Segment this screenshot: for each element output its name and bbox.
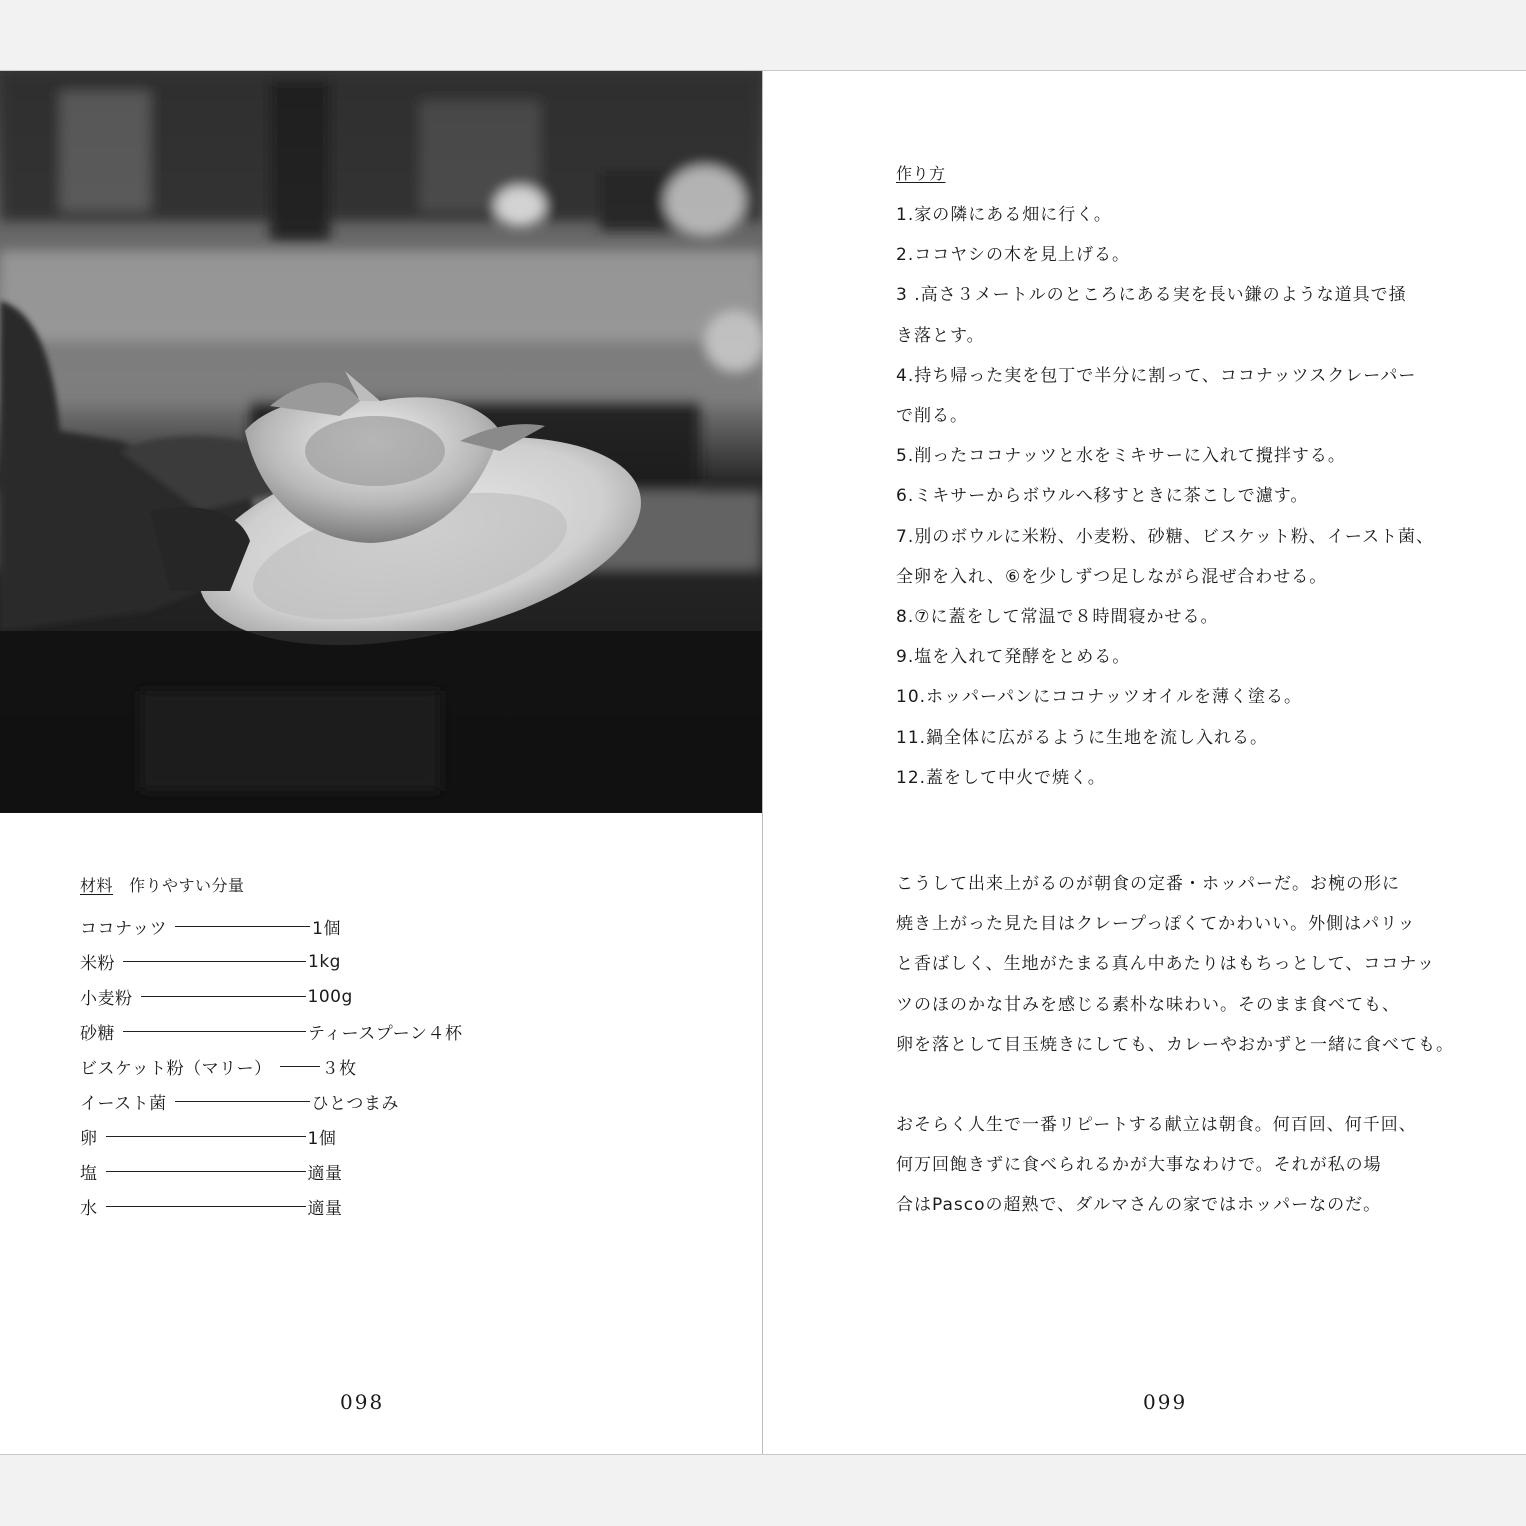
step-line: 6.ミキサーからボウルへ移すときに茶こしで濾す。 [896, 486, 1309, 507]
leader-line [175, 1101, 310, 1102]
step-line: 10.ホッパーパンにココナッツオイルを薄く塗る。 [896, 687, 1302, 708]
leader-line [123, 961, 306, 962]
ingredient-name: 砂糖 [80, 1024, 115, 1044]
ingredient-row [80, 909, 500, 944]
body-paragraph-2 [896, 1105, 1456, 1226]
ingredient-amount: 適量 [307, 1199, 343, 1219]
page-number-left: 098 [340, 1390, 385, 1414]
ingredient-row [80, 1154, 500, 1189]
paragraph-line: 焼き上がった見た目はクレープっぽくてかわいい。外側はパリッ [896, 914, 1416, 935]
hopper-photo [0, 71, 762, 813]
ingredient-amount: 1個 [307, 1129, 337, 1149]
leader-line [141, 996, 306, 997]
ingredient-amount: 適量 [307, 1164, 343, 1184]
ingredient-name: 卵 [80, 1129, 98, 1149]
step-line: 8.⑦に蓋をして常温で８時間寝かせる。 [896, 607, 1219, 628]
ingredient-amount: ひとつまみ [311, 1094, 399, 1114]
step-line: 2.ココヤシの木を見上げる。 [896, 245, 1131, 266]
right-page [763, 71, 1526, 1454]
ingredients-heading [80, 873, 245, 896]
ingredient-amount: 1kg [308, 951, 341, 972]
step-line: 全卵を入れ、⑥を少しずつ足しながら混ぜ合わせる。 [896, 566, 1328, 587]
step-line: 5.削ったココナッツと水をミキサーに入れて攪拌する。 [896, 446, 1346, 467]
leader-line [106, 1171, 306, 1172]
ingredient-row [80, 944, 500, 979]
ingredient-name: 米粉 [80, 954, 115, 974]
step-line: 9.塩を入れて発酵をとめる。 [896, 647, 1131, 668]
ingredient-row [80, 1084, 500, 1119]
ingredient-row [80, 1189, 500, 1224]
step-line: 1.家の隣にある畑に行く。 [896, 205, 1112, 225]
paragraph-line: ツのほのかな甘みを感じる素朴な味わい。そのまま食べても、 [896, 994, 1400, 1015]
leader-line [106, 1206, 306, 1207]
paragraph-line: 卵を落として目玉焼きにしても、カレーやおかずと一緒に食べても。 [896, 1034, 1454, 1055]
paragraph-line: 何万回飽きずに食べられるかが大事なわけで。それが私の場 [896, 1155, 1382, 1176]
leader-line [175, 926, 310, 927]
leader-line [280, 1066, 320, 1067]
ingredient-name: ココナッツ [80, 919, 168, 939]
ingredient-amount: ３枚 [321, 1059, 357, 1079]
ingredient-amount: ティースプーン４杯 [308, 1024, 463, 1044]
ingredients-subtitle: 作りやすい分量 [129, 876, 245, 895]
book-spread [0, 70, 1526, 1455]
ingredient-amount: 100g [307, 986, 353, 1007]
paragraph-line: と香ばしく、生地がたまる真ん中あたりはもちっとして、ココナッ [896, 954, 1435, 975]
leader-line [123, 1031, 306, 1032]
step-line: 11.鍋全体に広がるように生地を流し入れる。 [896, 727, 1269, 748]
ingredient-name: ビスケット粉（マリー） [80, 1059, 272, 1079]
ingredients-title: 材料 [80, 876, 114, 895]
body-paragraph-1 [896, 864, 1456, 1065]
ingredient-row [80, 1049, 500, 1084]
paragraph-line: 合はPascoの超熟で、ダルマさんの家ではホッパーなのだ。 [896, 1195, 1382, 1216]
step-line: 12.蓋をして中火で焼く。 [896, 767, 1106, 788]
leader-line [106, 1136, 306, 1137]
step-line: 4.持ち帰った実を包丁で半分に割って、ココナッツスクレーパー [896, 365, 1417, 386]
left-page [0, 71, 762, 1454]
ingredient-row [80, 1014, 500, 1049]
paragraph-line: おそらく人生で一番リピートする献立は朝食。何百回、何千回、 [896, 1115, 1417, 1135]
ingredient-row [80, 1119, 500, 1154]
step-line: き落とす。 [896, 325, 985, 346]
ingredients-list [80, 909, 500, 1224]
ingredient-name: 水 [80, 1199, 98, 1219]
steps-heading: 作り方 [896, 164, 946, 183]
photo-hand-holding-hopper-plate [0, 71, 762, 813]
ingredient-row [80, 979, 500, 1014]
step-line: 7.別のボウルに米粉、小麦粉、砂糖、ビスケット粉、イースト菌、 [896, 526, 1435, 547]
ingredient-name: 小麦粉 [80, 989, 133, 1009]
ingredient-name: イースト菌 [80, 1094, 167, 1114]
step-line: 3 .高さ３メートルのところにある実を長い鎌のような道具で掻 [896, 285, 1407, 306]
steps-list [896, 195, 1456, 798]
paragraph-line: こうして出来上がるのが朝食の定番・ホッパーだ。お椀の形に [896, 874, 1400, 894]
page-number-right: 099 [1143, 1390, 1188, 1414]
ingredient-name: 塩 [80, 1164, 98, 1184]
ingredient-amount: 1個 [312, 919, 341, 939]
step-line: で削る。 [896, 406, 968, 427]
